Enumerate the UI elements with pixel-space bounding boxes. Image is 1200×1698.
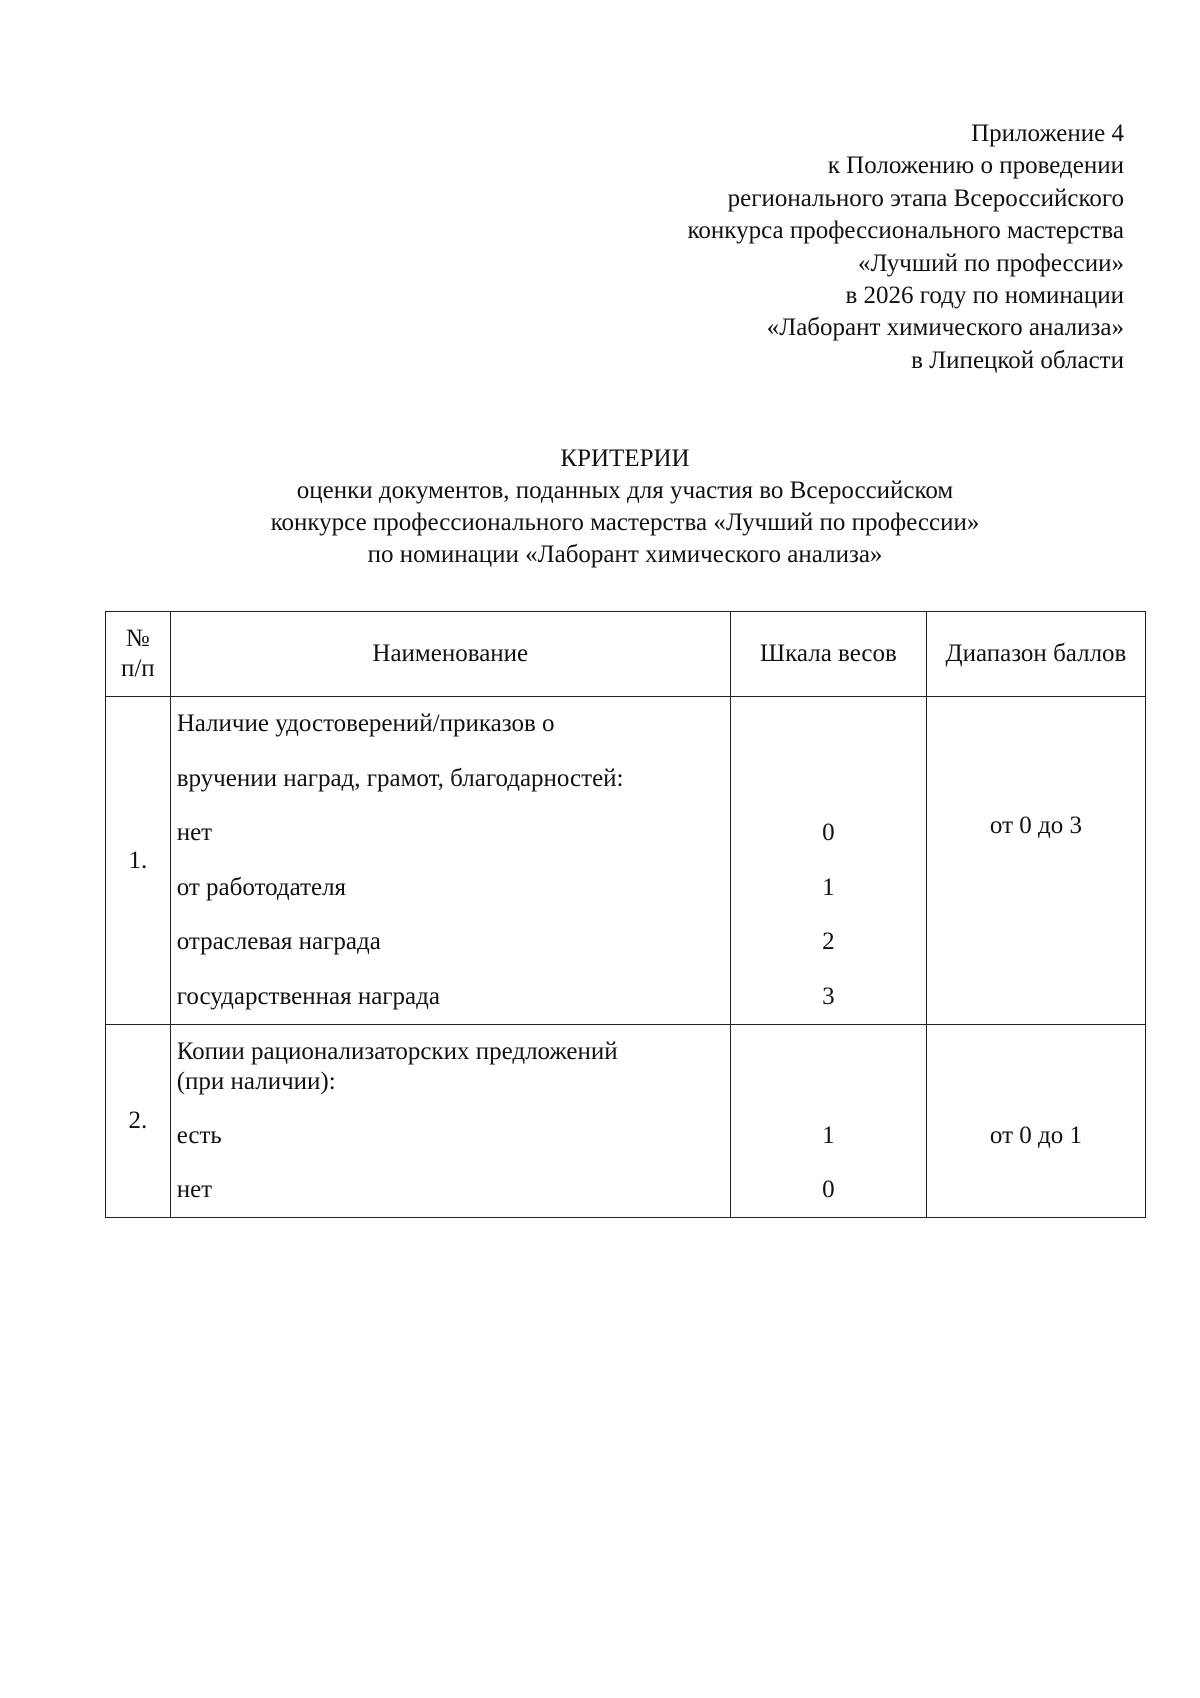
table-header-row [106, 612, 1146, 697]
annex-line: в 2026 году по номинации [845, 282, 1124, 310]
annex-line: «Лаборант химического анализа» [766, 314, 1124, 342]
annex-line: «Лучший по профессии» [857, 249, 1124, 277]
heading-subtitle-line: по номинации «Лаборант химического анализа» [367, 541, 883, 568]
document-heading [105, 443, 1145, 571]
criteria-table [105, 611, 1146, 1218]
heading-title: КРИТЕРИИ [560, 445, 690, 472]
criterion-line: Наличие удостоверений/приказов о [176, 710, 555, 737]
header-range: Диапазон баллов [926, 612, 1145, 697]
row-weight-cell [730, 1025, 926, 1218]
table-row [106, 1025, 1146, 1218]
criterion-option: есть [176, 1122, 222, 1149]
weight-value: 3 [822, 982, 835, 1010]
annex-line: регионального этапа Всероссийского [727, 184, 1124, 212]
weight-value [731, 752, 926, 807]
weight-value: 2 [822, 928, 835, 955]
criterion-line: Копии рационализаторских предложений [176, 1038, 618, 1065]
header-name: Наименование [170, 612, 730, 697]
weight-value: 1 [822, 873, 835, 901]
row-name-cell [170, 697, 730, 1025]
criterion-option: нет [176, 1176, 213, 1203]
annex-line: к Положению о проведении [827, 152, 1124, 180]
weight-value: 0 [822, 819, 835, 846]
annex-line: в Липецкой области [911, 346, 1124, 374]
row-range-cell [926, 1025, 1145, 1218]
row-name-cell [170, 1025, 730, 1218]
row-range-cell [926, 697, 1145, 1025]
heading-subtitle-line: оценки документов, поданных для участия во Всероссийском [296, 477, 954, 504]
annex-line: конкурса профессионального мастерства [687, 217, 1124, 245]
heading-subtitle-line: конкурсе профессионального мастерства «Лучший по профессии» [270, 509, 980, 536]
header-num [106, 612, 171, 697]
range-value: от 0 до 3 [989, 812, 1082, 839]
criterion-option: от работодателя [176, 873, 347, 901]
range-value: от 0 до 1 [989, 1122, 1082, 1149]
header-num-line2: п/п [120, 655, 155, 682]
criterion-option: государственная награда [176, 982, 440, 1010]
row-weight-cell [730, 697, 926, 1025]
row-number: 1. [106, 697, 171, 1025]
annex-line: Приложение 4 [971, 120, 1124, 147]
criterion-option: отраслевая награда [176, 928, 381, 955]
weight-value [731, 697, 926, 752]
table-row [106, 697, 1146, 1025]
row-number: 2. [106, 1025, 171, 1218]
weight-value [731, 1025, 926, 1109]
annex-block [688, 118, 1124, 377]
header-weight: Шкала весов [730, 612, 926, 697]
weight-value: 0 [822, 1176, 835, 1203]
weight-value: 1 [822, 1122, 835, 1149]
criterion-line: вручении наград, грамот, благодарностей: [176, 764, 624, 792]
header-num-line1: № [125, 625, 150, 652]
criterion-option: нет [176, 819, 213, 846]
criterion-line: (при наличии): [176, 1068, 336, 1095]
